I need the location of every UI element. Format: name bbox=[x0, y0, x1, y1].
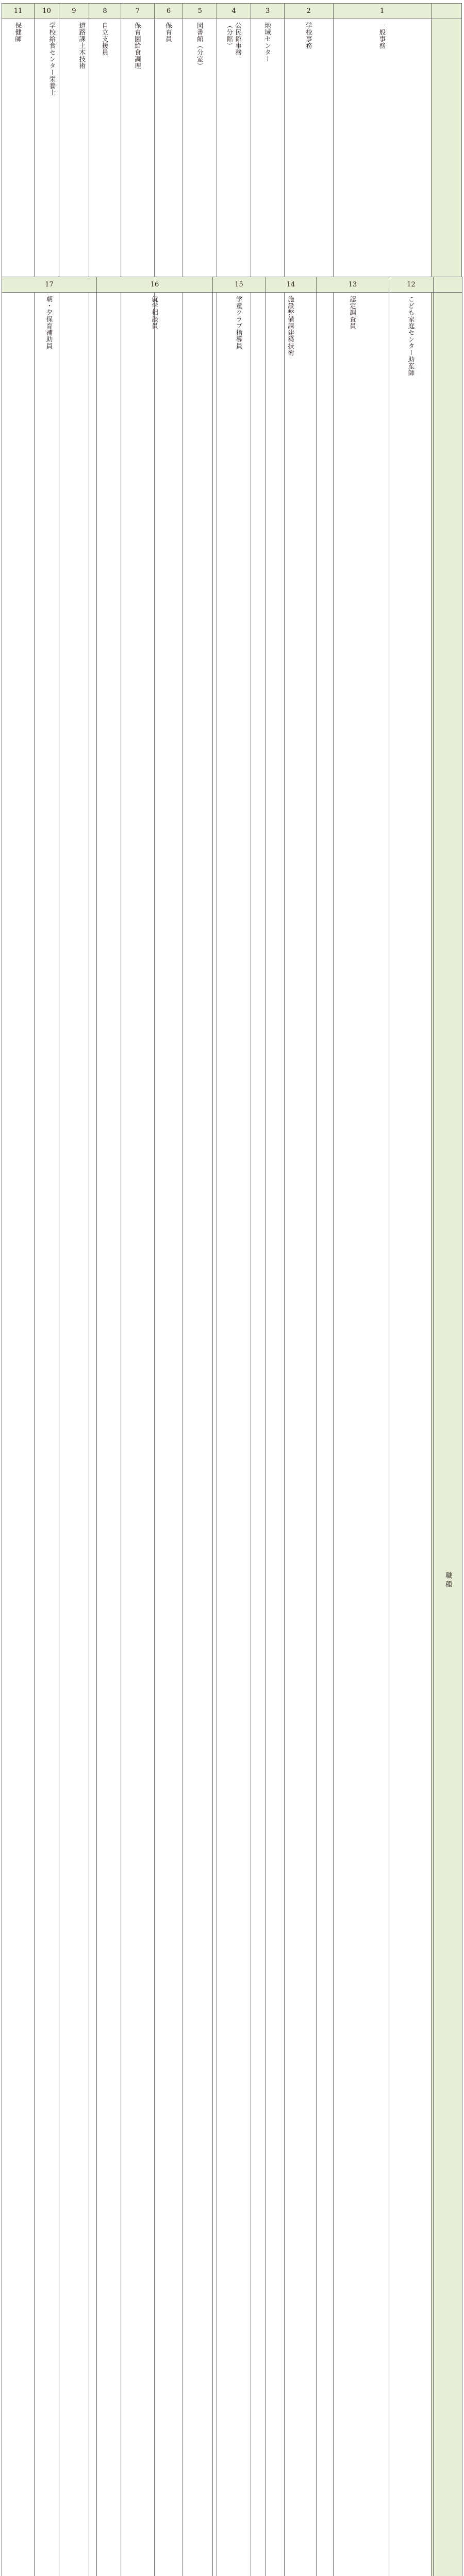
job-title: 図書館（分室） bbox=[193, 19, 206, 2576]
job-number: 12 bbox=[389, 277, 434, 293]
job-number: 8 bbox=[89, 4, 121, 19]
job-title: 道路課土木技術 bbox=[76, 19, 89, 2576]
job-title: 保育園給食調理 bbox=[131, 19, 144, 2576]
job-number: 13 bbox=[317, 277, 389, 293]
job-number: 15 bbox=[213, 277, 266, 293]
job-number: 4 bbox=[217, 4, 251, 19]
job-title: 地域センター bbox=[261, 19, 274, 2576]
job-title: 就学相談員 bbox=[148, 293, 161, 2576]
job-title: 保健師 bbox=[12, 19, 25, 2576]
job-title: 公民館事務 （分館） bbox=[223, 19, 245, 2576]
job-title: 学校事務 bbox=[302, 19, 315, 2576]
job-number: 5 bbox=[183, 4, 217, 19]
job-number: 17 bbox=[2, 277, 97, 293]
job-number: 3 bbox=[251, 4, 284, 19]
job-title: 一般事務 bbox=[376, 19, 389, 2576]
job-title: 施設整備課建築技術 bbox=[285, 293, 297, 2576]
job-number: 16 bbox=[97, 277, 213, 293]
job-title: 保育員 bbox=[162, 19, 175, 2576]
job-title: 朝・夕保育補助員 bbox=[43, 293, 56, 2576]
job-number: 11 bbox=[2, 4, 35, 19]
job-number: 14 bbox=[266, 277, 317, 293]
job-number: 10 bbox=[35, 4, 59, 19]
job-title: 自立支援員 bbox=[98, 19, 111, 2576]
job-title: 認定調査員 bbox=[346, 293, 359, 2576]
job-title: こども家庭センター助産師 bbox=[405, 293, 418, 2576]
job-title-row bbox=[2, 293, 462, 2576]
number-row bbox=[2, 4, 462, 19]
job-number: 2 bbox=[284, 4, 333, 19]
job-number: 1 bbox=[333, 4, 431, 19]
job-number: 9 bbox=[59, 4, 89, 19]
recruitment-table-2 bbox=[2, 277, 462, 2576]
job-number: 7 bbox=[121, 4, 154, 19]
job-title: 学童クラブ指導員 bbox=[233, 293, 245, 2576]
job-title: 学校給食センター栄養士 bbox=[46, 19, 59, 2576]
job-number: 6 bbox=[154, 4, 183, 19]
header-job-type: 職種 bbox=[443, 1572, 453, 1589]
number-row bbox=[2, 277, 462, 293]
